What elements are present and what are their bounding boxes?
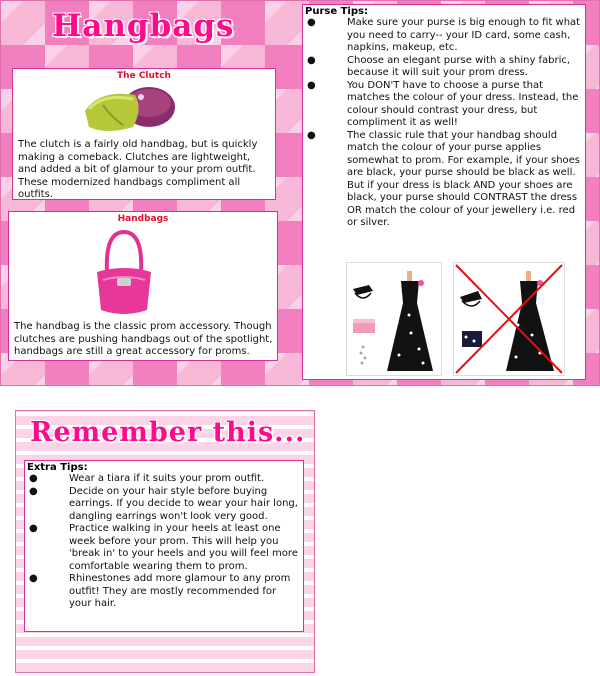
handbag-card	[8, 211, 278, 361]
list-item: ● Wear a tiara if it suits your prom outfit.	[29, 473, 265, 484]
bullet-icon: ●	[307, 17, 316, 28]
list-item: ● You DON'T have to choose a purse that matches the colour of your dress. Instead, the colour should contrast your dress, but compliment it as well!	[307, 79, 579, 128]
bullet-icon: ●	[307, 129, 316, 141]
bullet-icon: ●	[29, 573, 38, 584]
list-item: ● The classic rule that your handbag should match the colour of your purse applies somewhat to prom. For example, if your shoes are black, your purse should be black as well. But if your dress is black AND your shoes are black, your purse should CONTRAST the dress OR match the colour of your jewellery i.e. red or silver.	[307, 129, 581, 228]
purse-tips-list	[303, 17, 585, 230]
handbag-description: The handbag is the classic prom accessory. Though clutches are pushing handbags out of the spotlight, handbags are still a great accessory for proms.	[14, 321, 273, 357]
handbag-title: Handbags	[117, 214, 169, 224]
list-item: ● Make sure your purse is big enough to fit what you need to carry-- your ID card, some cash, napkins, makeup, etc.	[307, 17, 581, 53]
purse-tips-card	[302, 4, 586, 380]
bullet-icon: ●	[29, 523, 38, 534]
incorrect-outfit-image	[453, 262, 565, 376]
clutch-image	[79, 81, 179, 137]
extra-tips-card	[24, 460, 304, 632]
list-item: ● Choose an elegant purse with a shiny fabric, because it will suit your prom dress.	[307, 54, 571, 78]
bullet-icon: ●	[29, 485, 38, 497]
remember-title: Remember this...	[30, 417, 306, 448]
outfit-illustration	[347, 263, 441, 375]
bullet-icon: ●	[307, 79, 316, 91]
bullet-icon: ●	[307, 54, 316, 66]
extra-tips-list	[25, 473, 303, 611]
bullet-icon: ●	[29, 473, 38, 484]
extra-tips-heading: Extra Tips:	[27, 462, 88, 473]
list-item: ● Rhinestones add more glamour to any prom outfit! They are mostly recommended for your hair.	[29, 573, 291, 609]
correct-outfit-image	[346, 262, 442, 376]
clutch-card	[12, 68, 276, 200]
clutch-title: The Clutch	[117, 71, 171, 81]
purse-tips-heading: Purse Tips:	[305, 6, 368, 17]
list-item: ● Decide on your hair style before buying earrings. If you decide to wear your hair long, dangling earrings won't look very good.	[29, 485, 298, 522]
outfit-illustration-crossed	[454, 263, 564, 375]
list-item: ● Practice walking in your heels at least one week before your prom. This will help you 'break in' to your heels and you will feel more comfortable wearing them to prom.	[29, 523, 298, 572]
clutch-description: The clutch is a fairly old handbag, but is quickly making a comeback. Clutches are lightweight, and added a bit of glamour to your prom outfit. These modernized handbags compliment all outfits.	[18, 139, 258, 200]
handbag-image	[89, 228, 159, 320]
page-title: Hangbags	[52, 8, 235, 44]
